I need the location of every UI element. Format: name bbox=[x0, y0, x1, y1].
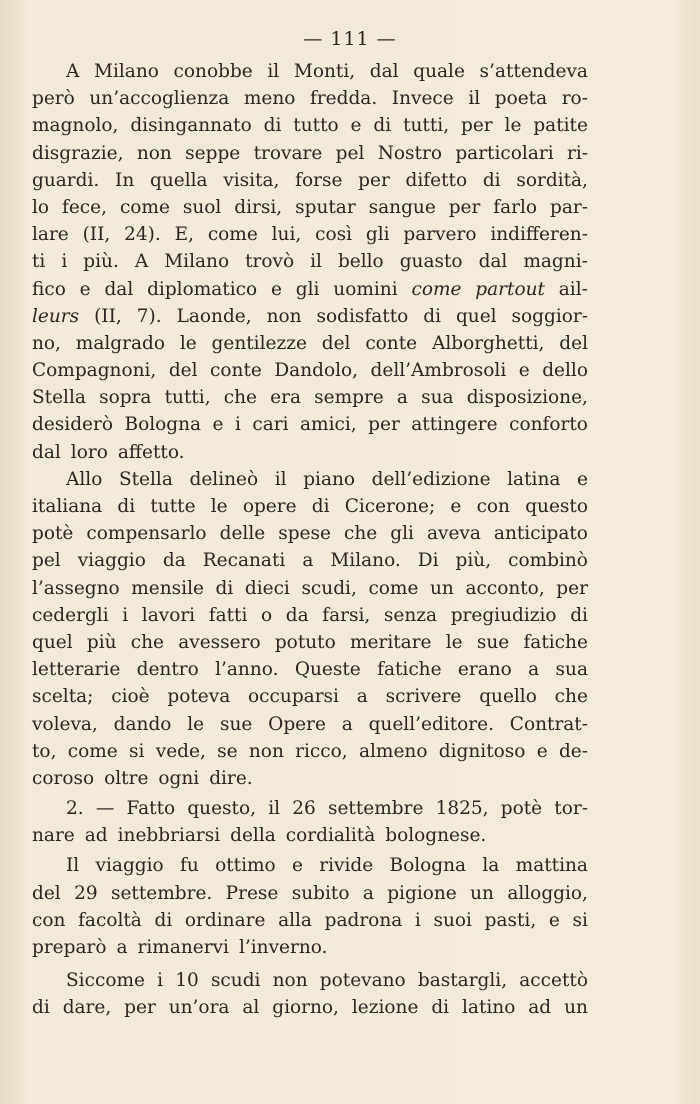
text-line: to, come si vede, se non ricco, almeno dignitoso e de- bbox=[32, 740, 588, 762]
text-line: ti i più. A Milano trovò il bello guasto dal magni- bbox=[32, 251, 588, 273]
text-line: Il viaggio fu ottimo e rivide Bologna la mattina bbox=[66, 855, 588, 877]
text-line: Stella sopra tutti, che era sempre a sua disposizione, bbox=[32, 387, 588, 409]
text-line: leurs (II, 7). Laonde, non sodisfatto di quel soggior- bbox=[32, 305, 588, 327]
text-line: l’assegno mensile di dieci scudi, come un acconto, per bbox=[32, 577, 588, 599]
text-line: coroso oltre ogni dire. bbox=[32, 767, 253, 789]
text-line: Compagnoni, del conte Dandolo, dell’Ambrosoli e dello bbox=[32, 360, 588, 382]
text-line: voleva, dando le sue Opere a quell’editore. Contrat- bbox=[32, 713, 588, 735]
body-text bbox=[32, 58, 588, 1022]
text-line: preparò a rimanervi l’inverno. bbox=[32, 937, 328, 958]
text-line: letterarie dentro l’anno. Queste fatiche erano a sua bbox=[32, 659, 588, 681]
text-line: Siccome i 10 scudi non potevano bastargli, accettò bbox=[66, 970, 588, 992]
text-line: desiderò Bologna e i cari amici, per attingere conforto bbox=[32, 414, 588, 436]
text-line: guardi. In quella visita, forse per difetto di sordità, bbox=[32, 169, 588, 191]
text-line: pel viaggio da Recanati a Milano. Di più, combinò bbox=[32, 550, 588, 572]
text-line: 2. — Fatto questo, il 26 settembre 1825, potè tor- bbox=[66, 798, 588, 820]
text-line: lo fece, come suol dirsi, sputar sangue per farlo par- bbox=[32, 196, 588, 218]
text-line: A Milano conobbe il Monti, dal quale s’attendeva bbox=[66, 61, 588, 82]
text-line: magnolo, disingannato di tutto e di tutti, per le patite bbox=[32, 115, 588, 137]
text-line: nare ad inebbriarsi della cordialità bolognese. bbox=[32, 825, 487, 847]
text-line: dal loro affetto. bbox=[32, 441, 185, 463]
text-line: disgrazie, non seppe trovare pel Nostro particolari ri- bbox=[32, 142, 588, 164]
text-line: di dare, per un’ora al giorno, lezione di latino ad un bbox=[32, 997, 588, 1019]
page-number: — 111 — bbox=[303, 28, 397, 50]
text-line: no, malgrado le gentilezze del conte Alborghetti, del bbox=[32, 332, 588, 354]
text-line: con facoltà di ordinare alla padrona i suoi pasti, e si bbox=[32, 909, 588, 931]
text-line: lare (II, 24). E, come lui, così gli parvero indifferen- bbox=[32, 224, 588, 246]
text-line: potè compensarlo delle spese che gli aveva anticipato bbox=[32, 523, 588, 545]
text-line: italiana di tutte le opere di Cicerone; e con questo bbox=[32, 496, 588, 517]
text-line: però un’accoglienza meno fredda. Invece il poeta ro- bbox=[32, 88, 588, 110]
text-line: del 29 settembre. Prese subito a pigione un alloggio, bbox=[32, 882, 588, 904]
text-line: Allo Stella delineò il piano dell’edizione latina e bbox=[66, 468, 588, 490]
text-line: fico e dal diplomatico e gli uomini come partout ail- bbox=[32, 278, 588, 300]
text-line: cedergli i lavori fatti o da farsi, senza pregiudizio di bbox=[32, 604, 588, 626]
text-line: quel più che avessero potuto meritare le sue fatiche bbox=[32, 631, 588, 653]
text-line: scelta; cioè poteva occuparsi a scrivere quello che bbox=[32, 686, 588, 708]
